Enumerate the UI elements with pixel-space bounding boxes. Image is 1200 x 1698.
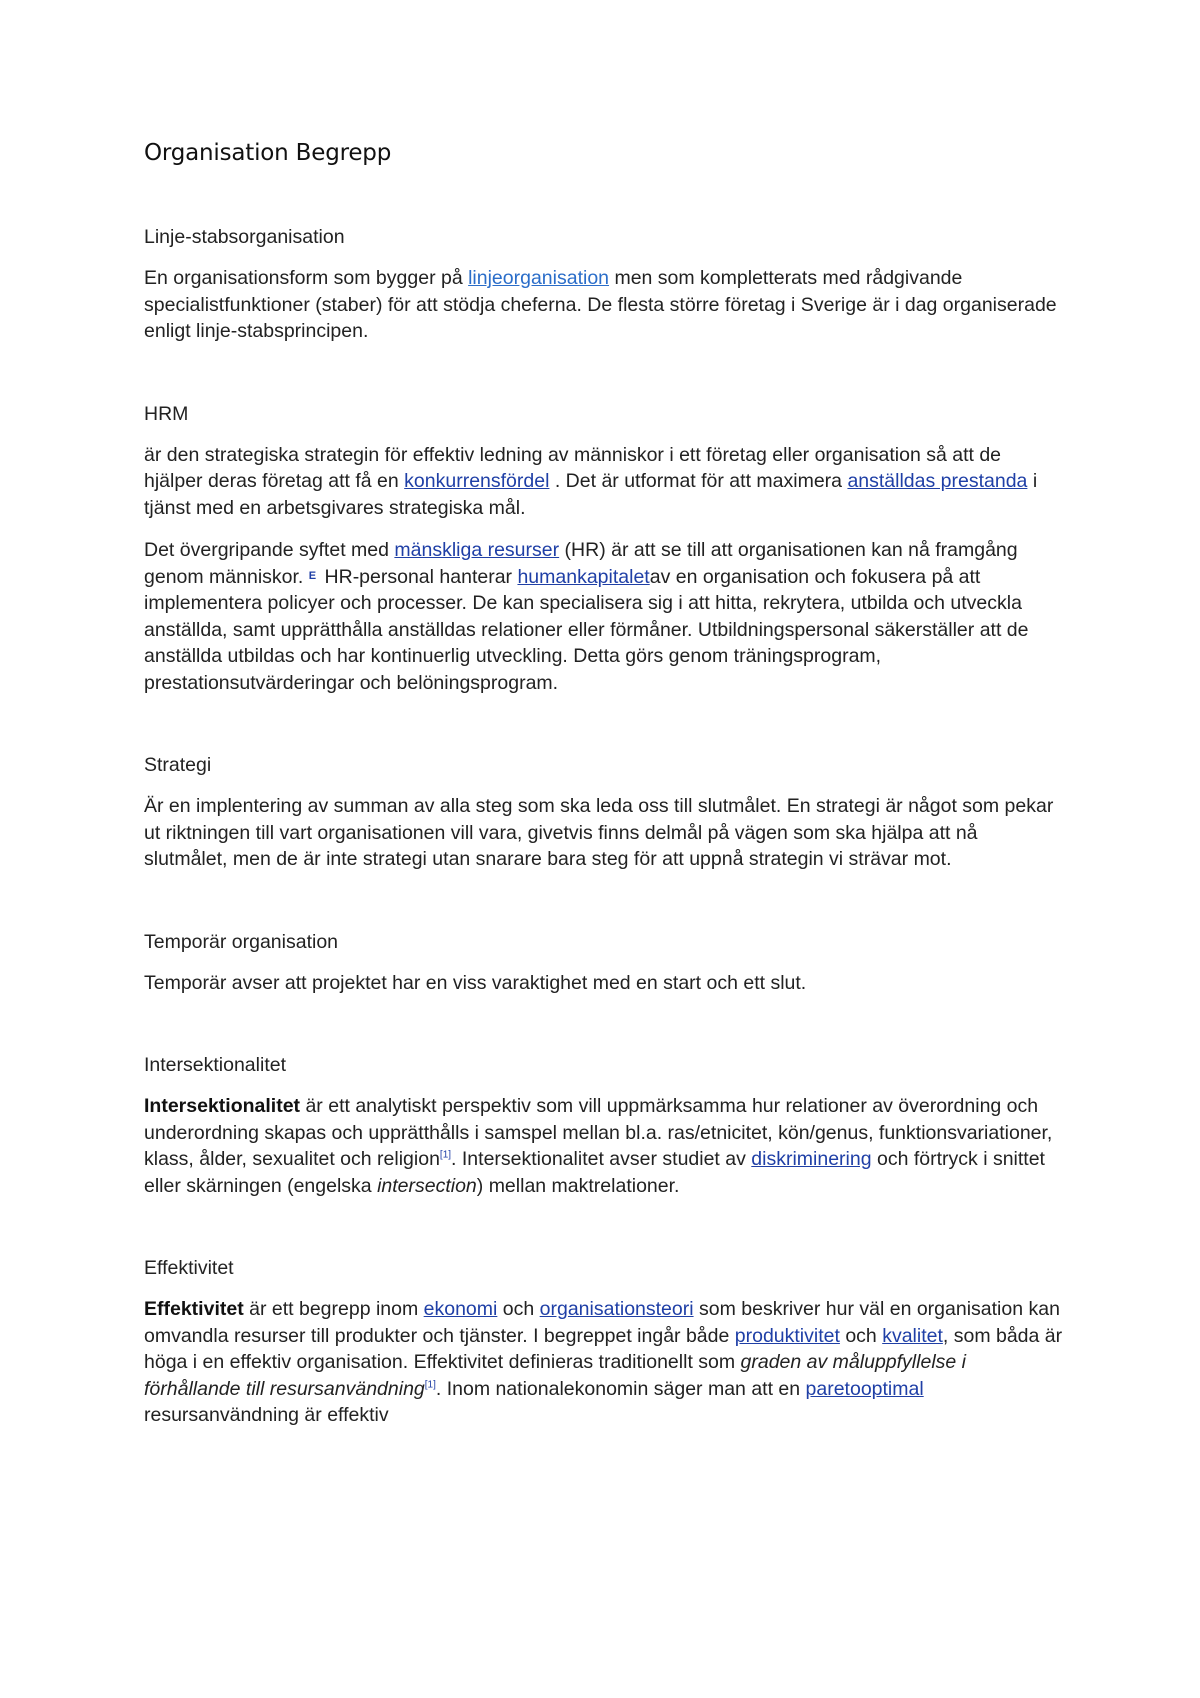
paragraph: Är en implentering av summan av alla steg som ska leda oss till slutmålet. En strategi är något som pekar ut riktningen till vart organisationen vill vara, givetvis finns delmål på vägen som ska hjälpa att nå slutmålet, men de är inte strategi utan snarare bara steg för att uppnå strategin vi strävar mot. [144,795,1054,870]
link-manskliga-resurser[interactable]: mänskliga resurser [394,539,560,561]
footnote-ref[interactable]: [1] [439,1149,452,1161]
link-linjeorganisation[interactable]: linjeorganisation [468,267,610,289]
footnote-ref[interactable]: [1] [424,1379,436,1390]
section-linje-stabsorganisation [144,226,1064,345]
link-anstalldas-prestanda[interactable]: anställdas prestanda [847,470,1028,492]
section-intersektionalitet [144,1054,1064,1199]
italic-term: graden av måluppfyllelse i förhållande till resursanvändning [144,1351,966,1400]
paragraph-text: men som kompletterats med rådgivande specialistfunktioner (staber) för att stödja cheferna. De flesta större företag i Sverige är i dag organiserade enligt linje-stabsprincipen. [144,267,1057,342]
paragraph-text: är ett begrepp inom [243,1298,424,1320]
link-organisationsteori[interactable]: organisationsteori [539,1298,694,1320]
paragraph-text: är den strategiska strategin för effektiv ledning av människor i ett företag eller organisation så att de hjälper deras företag att få en [144,443,1002,492]
paragraph-text: HR-personal hanterar [319,565,518,588]
link-diskriminering[interactable]: diskriminering [751,1148,872,1170]
paragraph-text: ) mellan maktrelationer. [476,1174,680,1197]
link-ekonomi[interactable]: ekonomi [423,1298,498,1320]
paragraph-text: i tjänst med en arbetsgivares strategiska mål. [144,470,1038,519]
section-heading: Intersektionalitet [144,1054,286,1076]
link-paretooptimal[interactable]: paretooptimal [805,1377,924,1400]
link-humankapitalet[interactable]: humankapitalet [517,565,650,588]
link-kvalitet[interactable]: kvalitet [882,1324,943,1347]
paragraph-text: och förtryck i snittet eller skärningen (engelska [144,1148,1045,1197]
paragraph [144,265,1064,345]
section-heading: Linje-stabsorganisation [144,226,345,248]
paragraph: Temporär avser att projektet har en viss varaktighet med en start och ett slut. [144,971,807,994]
paragraph-text: som beskriver hur väl en organisation kan omvandla resurser till produkter och tjänster. I begreppet ingår både [144,1298,1060,1347]
paragraph [144,1093,1064,1199]
link-produktivitet[interactable]: produktivitet [734,1324,840,1347]
paragraph-text: är ett analytiskt perspektiv som vill uppmärksamma hur relationer av överordning och underordning skapas och upprätthålls i samspel mellan bl.a. ras/etnicitet, kön/genus, funktionsvariationer, klass, ålder, sexualitet och religion [144,1095,1053,1170]
bold-term: Intersektionalitet [144,1095,301,1117]
paragraph-text: och [497,1298,540,1320]
paragraph-text: resursanvändning är effektiv [144,1404,389,1426]
section-heading: HRM [144,402,189,425]
paragraph-text: , som båda är höga i en effektiv organisation. Effektivitet definieras traditionellt som [144,1324,1063,1373]
paragraph-text: och [839,1324,883,1347]
section-heading: Effektivitet [144,1257,234,1279]
section-temporar-organisation [144,931,1064,997]
paragraph-text: En organisationsform som bygger på [144,267,469,289]
paragraph: Det övergripande syftet med mänskliga resurser (HR) är att se till att organisationen kan nå framgång genom människor. E HR-personal hanterar humankapitaletav en organisation och fokusera på att implementera policyer och processer. De kan specialisera sig i att hitta, rekrytera, utbilda och utveckla anställda, samt upprätthålla anställdas relationer eller förmåner. Utbildningspersonal säkerställer att de anställda utbildas och har kontinuerlig utveckling. Detta görs genom träningsprogram, prestationsutvärderingar och belöningsprogram. [144,539,1029,694]
paragraph-text: Det övergripande syftet med [144,539,395,561]
section-heading: Strategi [144,754,212,776]
paragraph-text: . Intersektionalitet avser studiet av [451,1148,752,1170]
paragraph-text: . Det är utformat för att maximera [549,470,848,492]
section-effektivitet [144,1257,1064,1429]
section-heading: Temporär organisation [144,930,339,953]
italic-term: intersection [377,1174,477,1197]
paragraph [144,442,1064,522]
section-hrm [144,403,1064,697]
link-konkurrensfordel[interactable]: konkurrensfördel [404,470,550,492]
section-strategi [144,754,1064,873]
paragraph-text: . Inom nationalekonomin säger man att en [435,1377,806,1400]
paragraph-text: (HR) är att se till att organisationen kan nå framgång genom människor. [144,539,1018,588]
document-title: Organisation Begrepp [144,140,392,166]
bold-term: Effektivitet [144,1298,244,1320]
paragraph [144,1296,1064,1429]
paragraph-text: av en organisation och fokusera på att implementera policyer och processer. De kan specialisera sig i att hitta, rekrytera, utbilda och utveckla anställda, samt upprätthålla anställdas relationer eller förmåner. Utbildningspersonal säkerställer att de anställda utbildas och har kontinuerlig utveckling. Detta görs genom träningsprogram, prestationsutvärderingar och belöningsprogram. [144,565,1029,694]
document-page [144,140,1064,1487]
